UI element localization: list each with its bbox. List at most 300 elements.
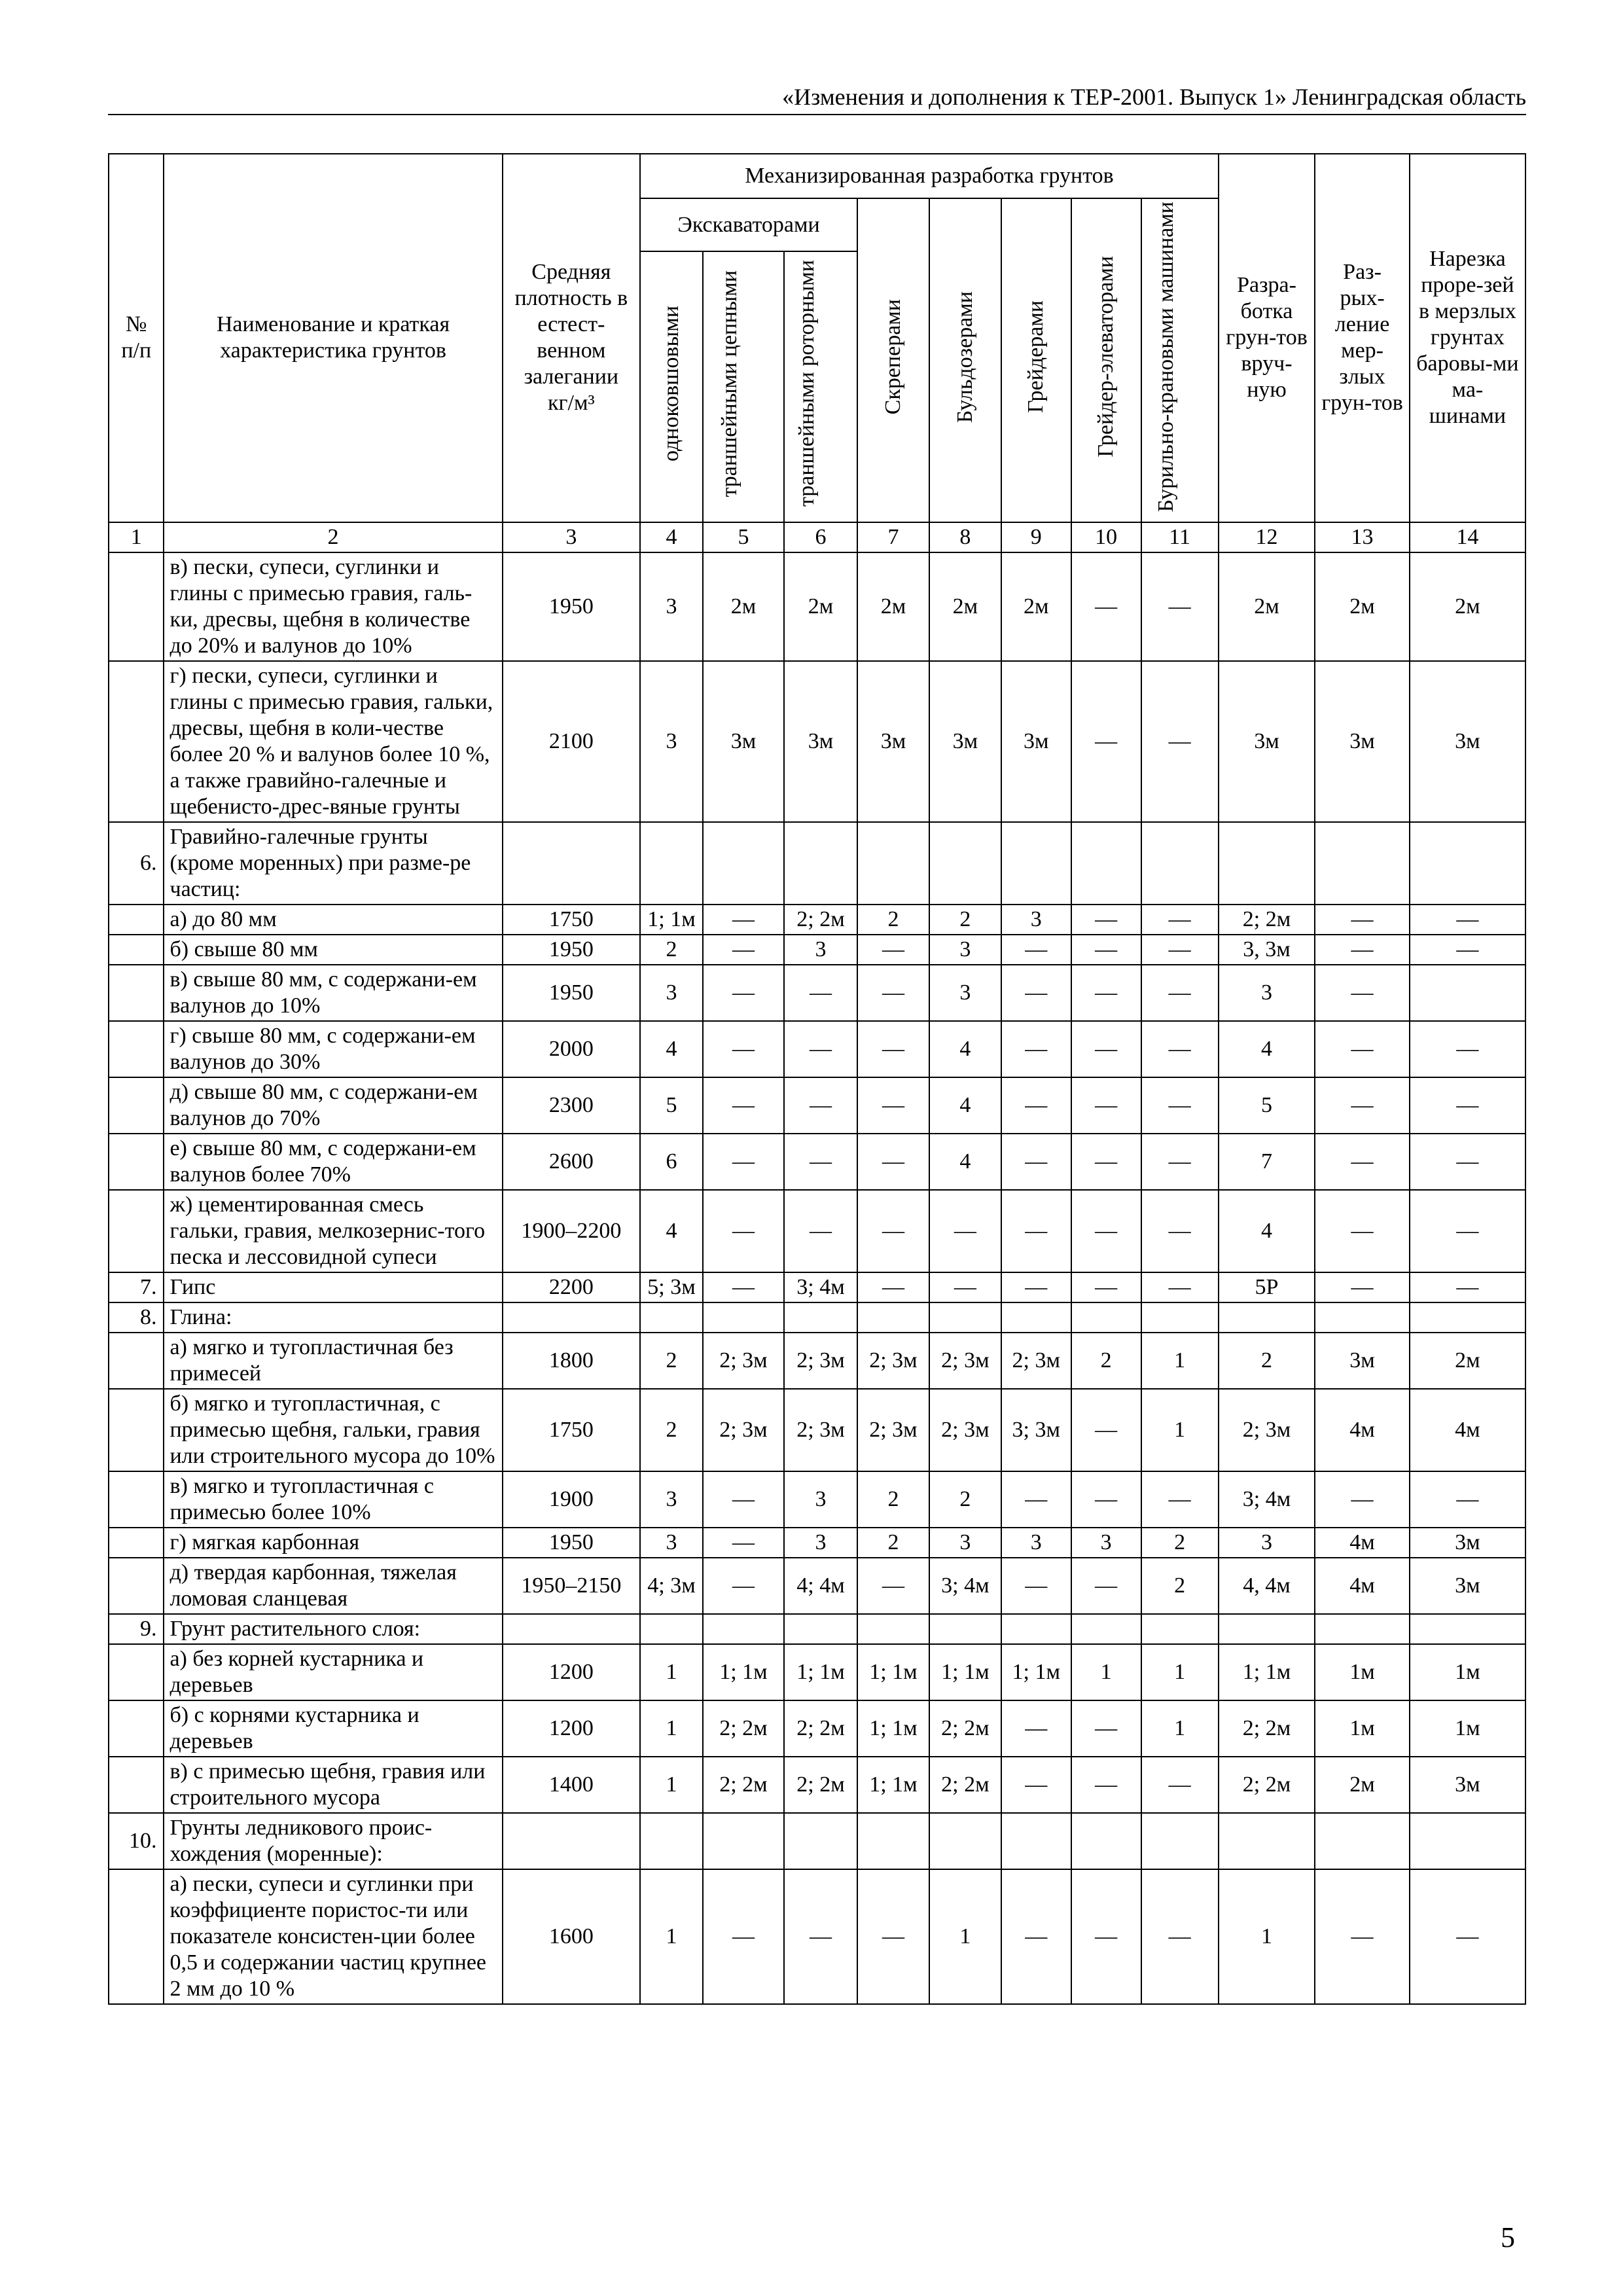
category-cell: [1219, 822, 1315, 905]
col-header-trench-chain: траншейными цепными: [717, 270, 741, 497]
soil-description: а) пески, супеси и суглинки при коэффициенте пористос-ти или показателе консистен-ции более 0,5 и содержании частиц крупнее 2 мм до 10 %: [164, 1869, 502, 2004]
category-cell: 3: [1219, 1528, 1315, 1558]
category-cell: [1001, 1302, 1071, 1333]
category-cell: —: [1071, 1757, 1141, 1813]
row-number: [109, 661, 164, 822]
category-cell: —: [1141, 1077, 1219, 1134]
category-cell: 3; 4м: [784, 1272, 857, 1302]
category-cell: 4: [640, 1021, 703, 1077]
density-cell: 1900: [503, 1471, 641, 1528]
category-cell: [1141, 1302, 1219, 1333]
category-cell: [1410, 822, 1525, 905]
category-cell: 2: [857, 1528, 929, 1558]
density-cell: 1600: [503, 1869, 641, 2004]
category-cell: —: [1071, 1021, 1141, 1077]
category-cell: 2: [857, 1471, 929, 1528]
category-cell: [1219, 1813, 1315, 1869]
row-number: [109, 552, 164, 661]
category-cell: 3м: [1410, 1528, 1525, 1558]
category-cell: —: [1315, 1190, 1410, 1272]
density-cell: 1200: [503, 1644, 641, 1700]
category-cell: 1: [1141, 1389, 1219, 1471]
density-cell: 2000: [503, 1021, 641, 1077]
row-number: [109, 1134, 164, 1190]
category-cell: 1; 1м: [929, 1644, 1001, 1700]
category-cell: —: [1001, 1272, 1071, 1302]
category-cell: —: [1315, 905, 1410, 935]
density-cell: 1750: [503, 905, 641, 935]
category-cell: 2; 2м: [929, 1700, 1001, 1757]
category-cell: 2: [640, 935, 703, 965]
category-cell: 2: [857, 905, 929, 935]
category-cell: —: [1410, 1134, 1525, 1190]
table-row: [109, 1021, 1525, 1077]
table-row: [109, 1558, 1525, 1614]
category-cell: 2м: [1410, 1333, 1525, 1389]
soil-description: а) до 80 мм: [164, 905, 502, 935]
category-cell: —: [1410, 935, 1525, 965]
category-cell: 2м: [703, 552, 784, 661]
category-cell: —: [703, 1869, 784, 2004]
category-cell: [640, 1614, 703, 1644]
row-number: 8.: [109, 1302, 164, 1333]
category-cell: —: [703, 1021, 784, 1077]
category-cell: —: [857, 935, 929, 965]
soil-description: ж) цементированная смесь гальки, гравия, мелкозернис-того песка и лессовидной супеси: [164, 1190, 502, 1272]
soil-description: д) свыше 80 мм, с содержани-ем валунов до 70%: [164, 1077, 502, 1134]
category-cell: 4м: [1410, 1389, 1525, 1471]
column-number: 3: [503, 522, 641, 552]
column-number: 5: [703, 522, 784, 552]
category-cell: 2; 2м: [784, 905, 857, 935]
density-cell: 2100: [503, 661, 641, 822]
category-cell: [857, 1302, 929, 1333]
category-cell: —: [1141, 1021, 1219, 1077]
category-cell: —: [703, 965, 784, 1021]
col-header-bulldozers: Бульдозерами: [952, 291, 977, 423]
category-cell: 3: [640, 965, 703, 1021]
category-cell: 3: [640, 1528, 703, 1558]
category-cell: [703, 1614, 784, 1644]
category-cell: 4м: [1315, 1389, 1410, 1471]
category-cell: 1: [929, 1869, 1001, 2004]
row-number: [109, 905, 164, 935]
soil-description: в) пески, супеси, суглинки и глины с примесью гравия, галь-ки, дресвы, щебня в количестве до 20% и валунов до 10%: [164, 552, 502, 661]
table-row: [109, 1528, 1525, 1558]
category-cell: —: [784, 1021, 857, 1077]
col-header-drill-crane: Бурильно-крановыми машинами: [1153, 202, 1178, 512]
category-cell: 2м: [1219, 552, 1315, 661]
category-cell: [1141, 1813, 1219, 1869]
density-cell: 1950: [503, 965, 641, 1021]
category-cell: 2; 3м: [929, 1333, 1001, 1389]
category-cell: 2м: [929, 552, 1001, 661]
category-cell: —: [1001, 1471, 1071, 1528]
category-cell: [640, 1302, 703, 1333]
table-row: [109, 1471, 1525, 1528]
category-cell: —: [1001, 1077, 1071, 1134]
category-cell: —: [857, 965, 929, 1021]
density-cell: 1800: [503, 1333, 641, 1389]
category-cell: —: [857, 1272, 929, 1302]
column-number: 8: [929, 522, 1001, 552]
category-cell: 2м: [1315, 1757, 1410, 1813]
category-cell: 5: [640, 1077, 703, 1134]
category-cell: 1; 1м: [784, 1644, 857, 1700]
soil-table: [108, 153, 1526, 2005]
category-cell: 3: [929, 1528, 1001, 1558]
category-cell: 3м: [929, 661, 1001, 822]
row-number: [109, 1757, 164, 1813]
category-cell: 2; 2м: [784, 1700, 857, 1757]
category-cell: [640, 1813, 703, 1869]
density-cell: 1400: [503, 1757, 641, 1813]
category-cell: —: [703, 1272, 784, 1302]
col-header-trench-rotor: траншейными роторными: [794, 260, 819, 507]
category-cell: 3: [784, 935, 857, 965]
category-cell: —: [857, 1558, 929, 1614]
category-cell: —: [1001, 1700, 1071, 1757]
category-cell: [929, 1813, 1001, 1869]
category-cell: —: [1001, 935, 1071, 965]
category-cell: 2; 3м: [703, 1333, 784, 1389]
category-cell: —: [1141, 552, 1219, 661]
density-cell: 2200: [503, 1272, 641, 1302]
category-cell: —: [784, 1190, 857, 1272]
category-cell: [1001, 1614, 1071, 1644]
col-header-excavators: Экскаваторами: [640, 198, 857, 251]
category-cell: 2; 3м: [1219, 1389, 1315, 1471]
header-rule: [108, 114, 1526, 115]
category-cell: 3м: [1410, 1757, 1525, 1813]
density-cell: 1900–2200: [503, 1190, 641, 1272]
col-header-scrapers: Скреперами: [880, 299, 905, 415]
row-number: [109, 1528, 164, 1558]
row-number: 6.: [109, 822, 164, 905]
table-row: [109, 1302, 1525, 1333]
category-cell: —: [857, 1190, 929, 1272]
category-cell: —: [703, 905, 784, 935]
category-cell: —: [1071, 1700, 1141, 1757]
category-cell: [1410, 1614, 1525, 1644]
category-cell: 3: [1001, 1528, 1071, 1558]
soil-description: в) мягко и тугопластичная с примесью более 10%: [164, 1471, 502, 1528]
category-cell: [784, 1813, 857, 1869]
category-cell: —: [1071, 1272, 1141, 1302]
category-cell: [640, 822, 703, 905]
category-cell: —: [1071, 1134, 1141, 1190]
density-cell: 1950: [503, 552, 641, 661]
category-cell: [784, 1302, 857, 1333]
category-cell: 5: [1219, 1077, 1315, 1134]
category-cell: 3: [1001, 905, 1071, 935]
category-cell: —: [929, 1272, 1001, 1302]
category-cell: 1: [640, 1757, 703, 1813]
soil-description: б) с корнями кустарника и деревьев: [164, 1700, 502, 1757]
soil-description: а) мягко и тугопластичная без примесей: [164, 1333, 502, 1389]
category-cell: [929, 1614, 1001, 1644]
category-cell: —: [784, 1869, 857, 2004]
col-header-mechanized: Механизированная разработка грунтов: [640, 154, 1219, 198]
table-row: [109, 1813, 1525, 1869]
category-cell: 1; 1м: [857, 1700, 929, 1757]
column-number-row: [109, 522, 1525, 552]
col-header-manual: Разра-ботка грун-тов вруч-ную: [1219, 154, 1315, 522]
category-cell: 3: [640, 661, 703, 822]
category-cell: —: [1001, 1558, 1071, 1614]
category-cell: 2; 2м: [929, 1757, 1001, 1813]
category-cell: —: [857, 1869, 929, 2004]
category-cell: 1: [1141, 1333, 1219, 1389]
category-cell: 4: [1219, 1021, 1315, 1077]
category-cell: —: [784, 965, 857, 1021]
category-cell: —: [1071, 552, 1141, 661]
soil-description: г) пески, супеси, суглинки и глины с примесью гравия, гальки, дресвы, щебня в коли-честве более 20 % и валунов более 10 %, а также гравийно-галечные и щебенисто-дрес-вяные грунты: [164, 661, 502, 822]
row-number: [109, 935, 164, 965]
column-number: 2: [164, 522, 502, 552]
category-cell: —: [1315, 1272, 1410, 1302]
soil-description: в) свыше 80 мм, с содержани-ем валунов до 10%: [164, 965, 502, 1021]
category-cell: 2; 2м: [703, 1700, 784, 1757]
table-row: [109, 1134, 1525, 1190]
category-cell: —: [1141, 935, 1219, 965]
soil-description: а) без корней кустарника и деревьев: [164, 1644, 502, 1700]
soil-description: б) свыше 80 мм: [164, 935, 502, 965]
row-number: [109, 1558, 164, 1614]
row-number: [109, 965, 164, 1021]
category-cell: 4м: [1315, 1558, 1410, 1614]
category-cell: [857, 1614, 929, 1644]
category-cell: —: [1410, 1272, 1525, 1302]
category-cell: 1; 1м: [703, 1644, 784, 1700]
soil-description: Грунт растительного слоя:: [164, 1614, 502, 1644]
category-cell: —: [1315, 1134, 1410, 1190]
category-cell: 4: [929, 1134, 1001, 1190]
category-cell: [1410, 965, 1525, 1021]
category-cell: —: [703, 1134, 784, 1190]
row-number: 7.: [109, 1272, 164, 1302]
category-cell: —: [1001, 1190, 1071, 1272]
category-cell: —: [1315, 1077, 1410, 1134]
col-header-single-bucket: одноковшовыми: [659, 305, 684, 461]
category-cell: —: [857, 1021, 929, 1077]
category-cell: 3: [929, 965, 1001, 1021]
category-cell: —: [1141, 661, 1219, 822]
category-cell: 3; 4м: [929, 1558, 1001, 1614]
soil-description: Гипс: [164, 1272, 502, 1302]
category-cell: 1: [640, 1700, 703, 1757]
category-cell: —: [1410, 1077, 1525, 1134]
category-cell: 2; 3м: [929, 1389, 1001, 1471]
category-cell: 2; 2м: [1219, 1757, 1315, 1813]
category-cell: [1141, 1614, 1219, 1644]
category-cell: 1; 1м: [640, 905, 703, 935]
row-number: [109, 1190, 164, 1272]
category-cell: —: [1410, 1021, 1525, 1077]
column-number: 4: [640, 522, 703, 552]
category-cell: —: [857, 1077, 929, 1134]
category-cell: —: [1071, 1190, 1141, 1272]
category-cell: 3: [784, 1528, 857, 1558]
table-row: [109, 822, 1525, 905]
col-header-frozen-cutting: Нарезка проре-зей в мерзлых грунтах баровы-ми ма-шинами: [1410, 154, 1525, 522]
category-cell: 1м: [1315, 1700, 1410, 1757]
category-cell: [784, 822, 857, 905]
category-cell: —: [1141, 1134, 1219, 1190]
category-cell: 4; 3м: [640, 1558, 703, 1614]
category-cell: 1: [1071, 1644, 1141, 1700]
category-cell: —: [1315, 935, 1410, 965]
row-number: [109, 1644, 164, 1700]
category-cell: [929, 822, 1001, 905]
soil-description: д) твердая карбонная, тяжелая ломовая сланцевая: [164, 1558, 502, 1614]
category-cell: —: [1141, 1757, 1219, 1813]
category-cell: [1141, 822, 1219, 905]
category-cell: 3м: [784, 661, 857, 822]
category-cell: —: [1141, 1471, 1219, 1528]
category-cell: 3м: [857, 661, 929, 822]
category-cell: 2: [929, 1471, 1001, 1528]
category-cell: 5Р: [1219, 1272, 1315, 1302]
category-cell: [1071, 1813, 1141, 1869]
category-cell: 2; 3м: [857, 1333, 929, 1389]
category-cell: —: [1001, 1757, 1071, 1813]
category-cell: —: [703, 1077, 784, 1134]
category-cell: 3м: [1410, 661, 1525, 822]
density-cell: 2600: [503, 1134, 641, 1190]
row-number: [109, 1389, 164, 1471]
category-cell: —: [1071, 1558, 1141, 1614]
category-cell: 3м: [703, 661, 784, 822]
column-number: 1: [109, 522, 164, 552]
category-cell: —: [1141, 905, 1219, 935]
column-number: 14: [1410, 522, 1525, 552]
category-cell: —: [703, 1190, 784, 1272]
row-number: [109, 1021, 164, 1077]
category-cell: 2: [640, 1333, 703, 1389]
category-cell: 4: [1219, 1190, 1315, 1272]
category-cell: [703, 822, 784, 905]
category-cell: —: [1410, 1471, 1525, 1528]
table-row: [109, 1190, 1525, 1272]
category-cell: 1; 1м: [857, 1757, 929, 1813]
category-cell: 3: [640, 552, 703, 661]
category-cell: 2; 2м: [784, 1757, 857, 1813]
table-row: [109, 1614, 1525, 1644]
category-cell: —: [1001, 1134, 1071, 1190]
row-number: [109, 1700, 164, 1757]
category-cell: —: [1410, 1190, 1525, 1272]
category-cell: [1071, 1614, 1141, 1644]
soil-description: г) свыше 80 мм, с содержани-ем валунов до 30%: [164, 1021, 502, 1077]
category-cell: [703, 1302, 784, 1333]
category-cell: 2; 3м: [784, 1389, 857, 1471]
category-cell: 1; 1м: [857, 1644, 929, 1700]
category-cell: 2; 3м: [784, 1333, 857, 1389]
category-cell: 2: [1219, 1333, 1315, 1389]
soil-description: Глина:: [164, 1302, 502, 1333]
category-cell: —: [1071, 965, 1141, 1021]
row-number: [109, 1869, 164, 2004]
table-row: [109, 1272, 1525, 1302]
category-cell: 3м: [1315, 1333, 1410, 1389]
category-cell: [1219, 1302, 1315, 1333]
table-row: [109, 1757, 1525, 1813]
category-cell: 2: [1071, 1333, 1141, 1389]
soil-description: г) мягкая карбонная: [164, 1528, 502, 1558]
category-cell: 4: [929, 1021, 1001, 1077]
category-cell: [1315, 822, 1410, 905]
soil-description: б) мягко и тугопластичная, с примесью щебня, гальки, гравия или строительного мусора до 10%: [164, 1389, 502, 1471]
category-cell: —: [1071, 1389, 1141, 1471]
category-cell: [1071, 1302, 1141, 1333]
category-cell: [1001, 1813, 1071, 1869]
category-cell: 3м: [1410, 1558, 1525, 1614]
category-cell: [1071, 822, 1141, 905]
category-cell: 7: [1219, 1134, 1315, 1190]
category-cell: 2м: [1410, 552, 1525, 661]
soil-description: Грунты ледникового проис-хождения (моренные):: [164, 1813, 502, 1869]
row-number: 10.: [109, 1813, 164, 1869]
category-cell: 4: [929, 1077, 1001, 1134]
column-number: 13: [1315, 522, 1410, 552]
category-cell: —: [1071, 1869, 1141, 2004]
category-cell: 3: [1071, 1528, 1141, 1558]
category-cell: 2: [640, 1389, 703, 1471]
category-cell: 5; 3м: [640, 1272, 703, 1302]
category-cell: —: [1071, 1471, 1141, 1528]
category-cell: [703, 1813, 784, 1869]
table-row: [109, 1700, 1525, 1757]
column-number: 9: [1001, 522, 1071, 552]
density-cell: 1950: [503, 935, 641, 965]
category-cell: —: [1141, 965, 1219, 1021]
category-cell: [1219, 1614, 1315, 1644]
soil-description: Гравийно-галечные грунты (кроме моренных) при разме-ре частиц:: [164, 822, 502, 905]
category-cell: —: [1071, 905, 1141, 935]
category-cell: 1м: [1410, 1700, 1525, 1757]
column-number: 11: [1141, 522, 1219, 552]
category-cell: —: [1071, 935, 1141, 965]
category-cell: —: [1141, 1190, 1219, 1272]
category-cell: 2м: [1001, 552, 1071, 661]
category-cell: —: [703, 935, 784, 965]
category-cell: 2; 2м: [1219, 905, 1315, 935]
density-cell: [503, 1614, 641, 1644]
column-number: 12: [1219, 522, 1315, 552]
category-cell: 1; 1м: [1001, 1644, 1071, 1700]
column-number: 10: [1071, 522, 1141, 552]
column-number: 7: [857, 522, 929, 552]
col-header-name: Наименование и краткая характеристика грунтов: [164, 154, 502, 522]
category-cell: 2м: [784, 552, 857, 661]
running-header: «Изменения и дополнения к ТЕР-2001. Выпуск 1» Ленинградская область: [782, 84, 1526, 110]
category-cell: —: [1071, 661, 1141, 822]
table-row: [109, 1333, 1525, 1389]
row-number: 9.: [109, 1614, 164, 1644]
category-cell: 2: [929, 905, 1001, 935]
table-row: [109, 965, 1525, 1021]
category-cell: 6: [640, 1134, 703, 1190]
category-cell: 4м: [1315, 1528, 1410, 1558]
column-number: 6: [784, 522, 857, 552]
category-cell: —: [1410, 1869, 1525, 2004]
category-cell: —: [1001, 1869, 1071, 2004]
category-cell: —: [1410, 905, 1525, 935]
category-cell: 3м: [1219, 661, 1315, 822]
category-cell: [857, 822, 929, 905]
category-cell: 2м: [857, 552, 929, 661]
